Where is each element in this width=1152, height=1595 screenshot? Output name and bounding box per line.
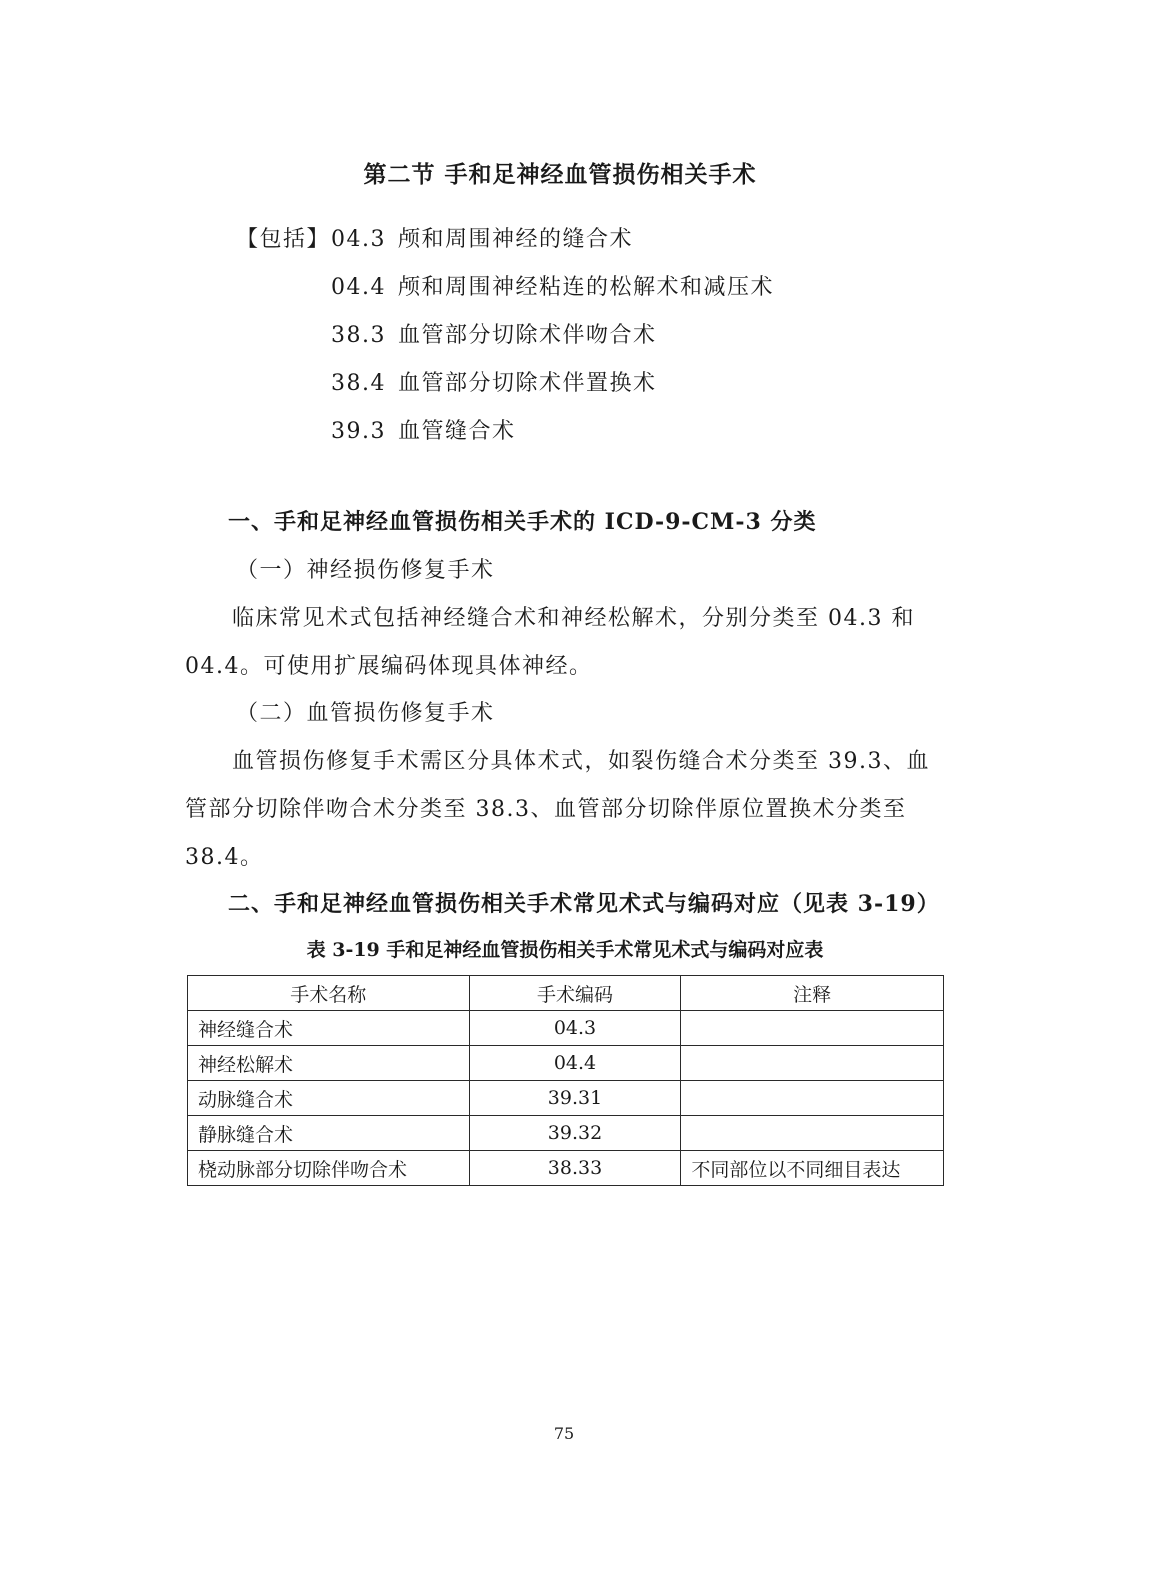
- note-cell: [681, 1081, 944, 1116]
- note-cell: 不同部位以不同细目表达: [681, 1151, 944, 1186]
- includes-item: [331, 366, 657, 397]
- subsection-title: （二）血管损伤修复手术: [236, 701, 495, 726]
- table-row: [188, 1151, 944, 1186]
- includes-label: 【包括】: [236, 227, 331, 252]
- table-caption: 表 3-19 手和足神经血管损伤相关手术常见术式与编码对应表: [306, 939, 824, 961]
- table-row: [188, 1081, 944, 1116]
- procedure-name-cell: 动脉缝合术: [188, 1081, 470, 1116]
- includes-item: [331, 318, 657, 349]
- procedure-code-cell: 04.3: [469, 1011, 681, 1046]
- procedure-code-cell: 04.4: [469, 1046, 681, 1081]
- includes-item-code: 38.3: [331, 323, 386, 348]
- page-number: 75: [553, 1424, 575, 1443]
- includes-item: [331, 270, 774, 301]
- includes-item-code: 39.3: [331, 419, 386, 444]
- includes-item-name: 血管缝合术: [397, 419, 516, 444]
- procedure-code-cell: 39.32: [469, 1116, 681, 1151]
- table-row: [188, 1011, 944, 1046]
- column-header-procedure-code: 手术编码: [469, 976, 681, 1011]
- includes-item-name: 血管部分切除术伴吻合术: [397, 323, 657, 348]
- paragraph-line: 04.4。可使用扩展编码体现具体神经。: [185, 654, 593, 679]
- subsection-title: （一）神经损伤修复手术: [236, 558, 495, 583]
- note-cell: [681, 1116, 944, 1151]
- procedure-code-cell: 38.33: [469, 1151, 681, 1186]
- includes-item: [331, 414, 516, 445]
- procedure-code-cell: 39.31: [469, 1081, 681, 1116]
- paragraph-line: 管部分切除伴吻合术分类至 38.3、血管部分切除伴原位置换术分类至: [185, 797, 907, 822]
- procedure-name-cell: 桡动脉部分切除伴吻合术: [188, 1151, 470, 1186]
- includes-item-name: 血管部分切除术伴置换术: [397, 371, 657, 396]
- includes-item-name: 颅和周围神经的缝合术: [397, 227, 633, 252]
- note-cell: [681, 1011, 944, 1046]
- includes-item-code: 04.3: [331, 227, 386, 252]
- paragraph-line: 38.4。: [185, 845, 264, 870]
- procedure-name-cell: 静脉缝合术: [188, 1116, 470, 1151]
- column-header-procedure-name: 手术名称: [188, 976, 470, 1011]
- procedure-code-table: [187, 975, 944, 1186]
- part2-heading: 二、手和足神经血管损伤相关手术常见术式与编码对应（见表 3-19）: [228, 891, 940, 917]
- includes-item: [331, 222, 633, 253]
- includes-item-code: 04.4: [331, 275, 386, 300]
- table-row: [188, 1046, 944, 1081]
- note-cell: [681, 1046, 944, 1081]
- procedure-name-cell: 神经松解术: [188, 1046, 470, 1081]
- table-row: [188, 1116, 944, 1151]
- includes-item-code: 38.4: [331, 371, 386, 396]
- column-header-notes: 注释: [681, 976, 944, 1011]
- table-header-row: [188, 976, 944, 1011]
- part1-heading: 一、手和足神经血管损伤相关手术的 ICD-9-CM-3 分类: [228, 509, 817, 535]
- section-title: 第二节 手和足神经血管损伤相关手术: [363, 161, 757, 188]
- paragraph-line: 血管损伤修复手术需区分具体术式，如裂伤缝合术分类至 39.3、血: [232, 749, 930, 774]
- procedure-name-cell: 神经缝合术: [188, 1011, 470, 1046]
- includes-item-name: 颅和周围神经粘连的松解术和减压术: [397, 275, 774, 300]
- paragraph-line: 临床常见术式包括神经缝合术和神经松解术，分别分类至 04.3 和: [232, 606, 915, 631]
